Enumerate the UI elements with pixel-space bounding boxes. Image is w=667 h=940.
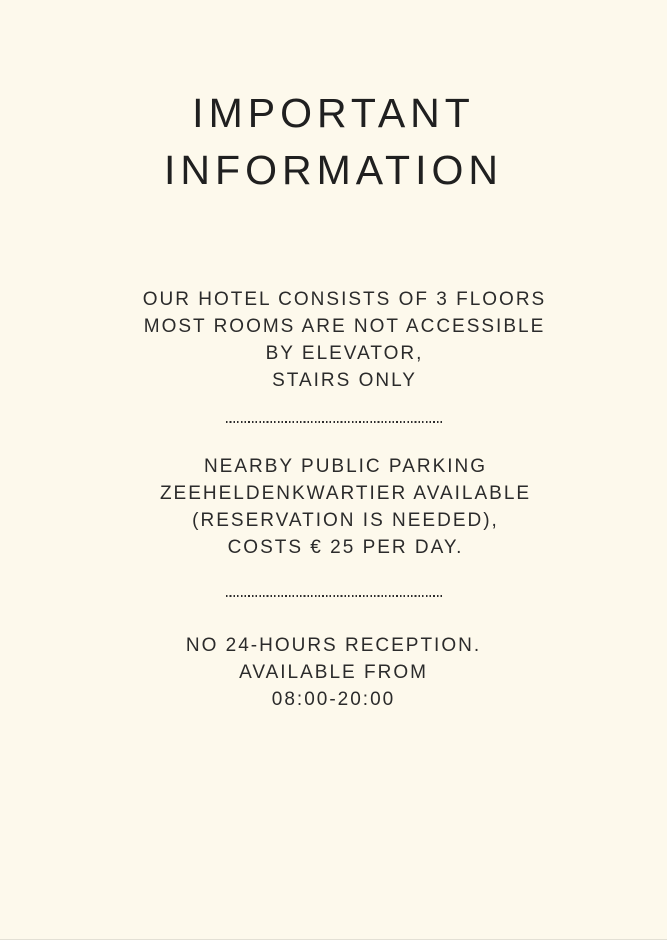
dotted-divider (226, 595, 442, 597)
title-line: IMPORTANT (192, 90, 475, 136)
info-line: COSTS € 25 PER DAY. (227, 537, 464, 558)
info-line: STAIRS ONLY (272, 370, 417, 391)
section-hotel-floors (11, 286, 667, 394)
info-line: MOST ROOMS ARE NOT ACCESSIBLE (143, 316, 546, 337)
title-line: INFORMATION (164, 147, 503, 193)
page-title (0, 85, 667, 199)
section-reception (0, 632, 667, 713)
info-line: NEARBY PUBLIC PARKING (203, 456, 488, 477)
section-parking (12, 453, 667, 561)
dotted-divider (226, 421, 442, 423)
info-line: OUR HOTEL CONSISTS OF 3 FLOORS (142, 289, 547, 310)
info-line: ZEEHELDENKWARTIER AVAILABLE (159, 483, 532, 504)
info-line: AVAILABLE FROM (239, 662, 428, 683)
info-line: (RESERVATION IS NEEDED), (192, 510, 499, 531)
info-line: 08:00-20:00 (271, 689, 396, 710)
info-line: NO 24-HOURS RECEPTION. (185, 635, 482, 656)
info-line: BY ELEVATOR, (265, 343, 424, 364)
